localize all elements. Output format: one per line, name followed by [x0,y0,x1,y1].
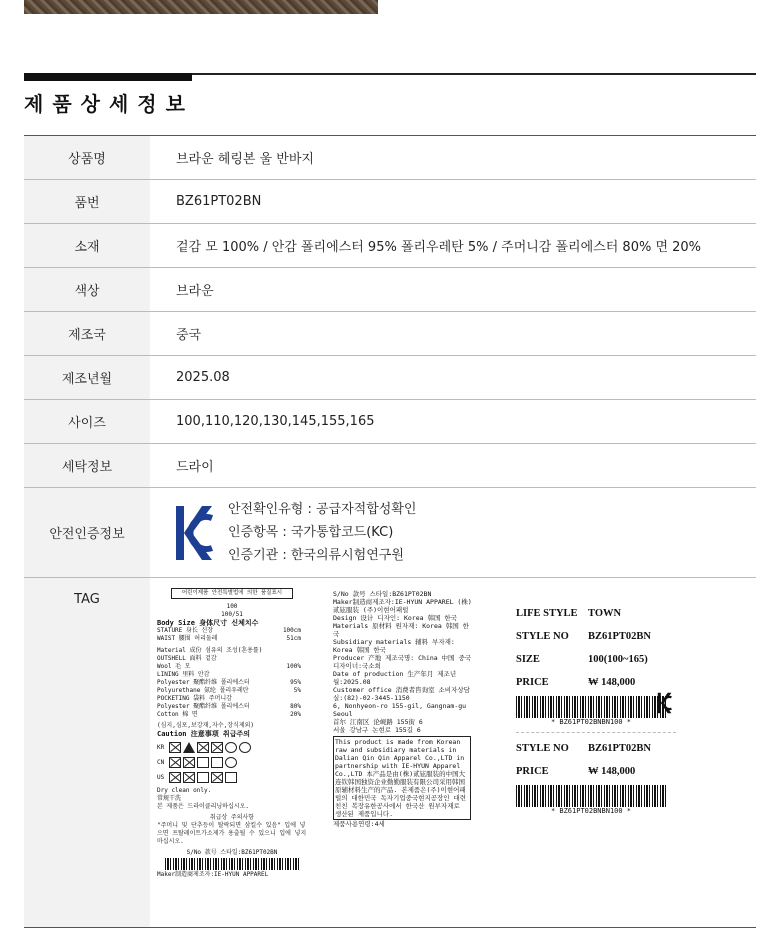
care-icons-us: US [157,772,307,783]
table-row [24,444,756,488]
price-hangtag: LIFE STYLE TOWN STYLE NO BZ61PT02BN SIZE 100(100~165) PRICE ₩ 148,000 * BZ61PT02BNBN100 * STYLE NO BZ61PT02BN PRICE ₩ 148,000 * BZ61PT02BNBN100 * [516,602,706,815]
row-value: 브라운 헤링본 울 반바지 [150,136,756,180]
no-bleach-icon [183,772,195,783]
row-label: 세탁정보 [24,444,150,488]
table-row [24,224,756,268]
care-barcode [165,858,299,870]
row-label: 품번 [24,180,150,224]
row-value: 100,110,120,130,145,155,165 [150,400,756,444]
table-row [24,136,756,180]
no-tumble-icon [211,772,223,783]
safety-item: 인증항목 : 국가통합코드(KC) [228,525,394,540]
care-icons-cn: CN [157,757,307,768]
care-icons-kr: KR [157,742,307,753]
row-value: 드라이 [150,444,756,488]
dry-flat-icon [225,772,237,783]
row-label: 사이즈 [24,400,150,444]
row-value: 2025.08 [150,356,756,400]
price-barcode [516,696,666,718]
kc-mark-icon [176,504,214,562]
no-wash-icon [169,772,181,783]
product-photo-strip [24,0,378,14]
table-row [24,312,756,356]
no-wash-icon [169,757,181,768]
title-accent-bar [24,73,192,81]
row-value: 겉감 모 100% / 안감 폴리에스터 95% 폴리우레탄 5% / 주머니감 폴리에스터 80% 면 20% [150,224,756,268]
tag-images [150,578,756,927]
iron-icon [211,757,223,768]
row-label: 제조국 [24,312,150,356]
no-tumble-icon [211,742,223,753]
no-wash-icon [169,742,181,753]
care-header: 어린이제품 안전특별법에 의한 품질표시 [171,588,293,599]
dry-clean-icon [225,742,237,753]
no-bleach-icon [183,742,195,753]
section-title: 제품상세정보 [24,92,194,116]
kc-mark-icon [656,692,674,714]
table-row [24,400,756,444]
tag-row [24,578,756,928]
row-label: 제조년월 [24,356,150,400]
dry-clean-p-icon [239,742,251,753]
price-barcode [516,785,666,807]
care-label: 어린이제품 안전특별법에 의한 품질표시 100 100/51 Body Size 身体尺寸 신체치수 STATURE 身长 신장 100cm WAIST 腰围 허리둘레 51cm Material 成份 섬유의 조성(혼용률) OUTSHELL 面料 겉감 Wool 毛 모 100% LINING 里料 안감 Polyester 聚酯纤维 폴리에스터 95% Polyurethane 氨纶 폴리우레탄 5% POCKETING 袋料 주머니감 Polyester 聚酯纤维 폴리에스터 80% Cotton 棉 면 20% (심지,심포,보강재,자수,장식제외) Caution 注意事项 취급주의 KR CN US Dry clean only. 常规干洗 본 제품은 드라이클리닝하십시오. 취급상 주의사항 "주머니 및 단추등이 탈락되면 삼킬수 있음" 입에 넣으면 프탈레이트가소제가 용출될 수 있으니 입에 넣지 마십시오. S/No 款号 스타일:BZ61PT02BN Maker制造商제조자:IE-HYUN APPAREL [157,588,307,918]
row-value: 브라운 [150,268,756,312]
iron-icon [197,772,209,783]
row-label: 색상 [24,268,150,312]
row-value: 중국 [150,312,756,356]
table-row [24,356,756,400]
no-iron-icon [197,742,209,753]
table-row [24,180,756,224]
row-label: 소재 [24,224,150,268]
hang-dry-icon [197,757,209,768]
table-row [24,268,756,312]
safety-row [24,488,756,578]
safety-agency: 인증기관 : 한국의류시험연구원 [228,548,404,563]
origin-label: S/No 款号 스타일:BZ61PT02BN Maker制造商제조자:IE-HYUN APPAREL (株)贰铉服装 (주)이현어패럴 Design 设计 디자인: Korea 韩国 한국 Materials 原材料 원자재: Korea 韩国 한국 Subsidiary materials 辅料 부자재: Korea 韩国 한국 Producer 产地 제조국명: China 中国 중국 디자이너:국소희 Date of production 生产年月 제조년월:2025.08 Customer office 消费者咨询室 소비자상담실:(82)-02-3445-1150 6, Nonhyeon-ro 155-gil, Gangnam-gu Seoul 首尔 江南区 论岘路 155街 6 서울 강남구 논현로 155길 6 This product is made from Korean raw and subsidiary materials in Dalian Qin Qin Apparel Co.,LTD in partnership with IE-HYUN Apparel Co.,LTD 本产品是由(株)贰铉服装的中国大连钦韩国独资企业勤勤服装有限公司采用韩国原辅材料生产的产品. 본제품은(주)이현어패럴의 대한민국 독자기업중국현지공장인 대련친친 복장유한공사에서 한국산 원부자재로 생산된 제품입니다. 제품사용연령:4세 [333,590,472,828]
safety-type: 안전확인유형 : 공급자적합성확인 [228,502,417,517]
row-value: BZ61PT02BN [150,180,756,224]
row-label: TAG [24,578,150,928]
no-bleach-icon [183,757,195,768]
product-spec-table [24,135,756,928]
row-label: 상품명 [24,136,150,180]
dry-clean-p-icon [225,757,237,768]
row-label: 안전인증정보 [24,488,150,578]
